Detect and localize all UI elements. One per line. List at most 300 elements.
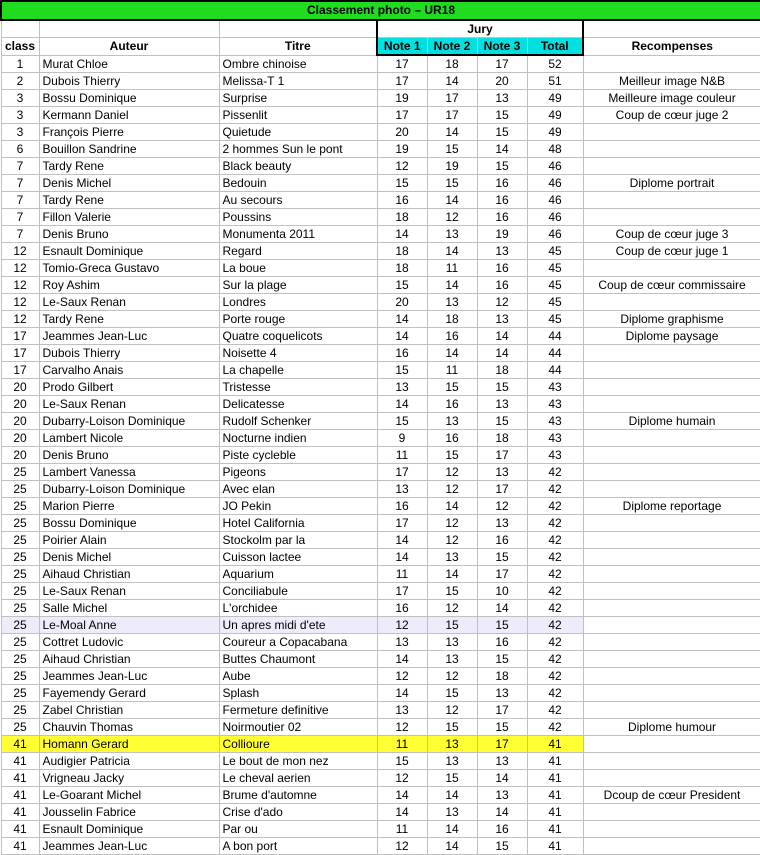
cell-note1[interactable]: 14 [377,328,427,345]
cell-recompense[interactable] [583,668,760,685]
cell-auteur[interactable]: Fillon Valerie [39,209,219,226]
header-note3[interactable]: Note 3 [477,38,527,56]
cell-auteur[interactable]: Tardy Rene [39,158,219,175]
cell-class[interactable]: 25 [1,685,39,702]
cell-auteur[interactable]: Jeammes Jean-Luc [39,668,219,685]
cell-titre[interactable]: Pissenlit [219,107,377,124]
cell-class[interactable]: 3 [1,124,39,141]
cell-total[interactable]: 41 [527,804,583,821]
cell-recompense[interactable] [583,617,760,634]
table-row[interactable] [1,362,760,379]
cell-recompense[interactable] [583,260,760,277]
cell-note3[interactable]: 17 [477,736,527,753]
cell-titre[interactable]: Bedouin [219,175,377,192]
cell-note2[interactable]: 14 [427,838,477,855]
cell-note1[interactable]: 17 [377,464,427,481]
cell-class[interactable]: 7 [1,192,39,209]
cell-note1[interactable]: 16 [377,345,427,362]
cell-total[interactable]: 45 [527,243,583,260]
cell-note2[interactable]: 15 [427,447,477,464]
cell-note1[interactable]: 12 [377,158,427,175]
cell-auteur[interactable]: Le-Saux Renan [39,583,219,600]
cell-titre[interactable]: Stockolm par la [219,532,377,549]
cell-note1[interactable]: 17 [377,107,427,124]
cell-note1[interactable]: 14 [377,396,427,413]
sheet-title[interactable]: Classement photo – UR18 [1,1,760,20]
cell-auteur[interactable]: Salle Michel [39,600,219,617]
cell-total[interactable]: 43 [527,379,583,396]
cell-recompense[interactable] [583,55,760,73]
cell-note2[interactable]: 16 [427,430,477,447]
cell-note2[interactable]: 16 [427,328,477,345]
cell-note3[interactable]: 13 [477,753,527,770]
cell-note1[interactable]: 14 [377,685,427,702]
cell-titre[interactable]: Pigeons [219,464,377,481]
cell-titre[interactable]: Au secours [219,192,377,209]
table-row[interactable] [1,243,760,260]
cell-class[interactable]: 20 [1,396,39,413]
cell-titre[interactable]: A bon port [219,838,377,855]
table-row[interactable] [1,787,760,804]
cell-recompense[interactable] [583,362,760,379]
cell-auteur[interactable]: Tomio-Greca Gustavo [39,260,219,277]
cell-titre[interactable]: Conciliabule [219,583,377,600]
cell-titre[interactable]: Crise d'ado [219,804,377,821]
table-row[interactable] [1,396,760,413]
cell-note2[interactable]: 19 [427,158,477,175]
cell-class[interactable]: 12 [1,260,39,277]
cell-note1[interactable]: 20 [377,124,427,141]
cell-titre[interactable]: L'orchidee [219,600,377,617]
cell-note1[interactable]: 15 [377,413,427,430]
cell-class[interactable]: 41 [1,770,39,787]
cell-total[interactable]: 49 [527,124,583,141]
cell-recompense[interactable] [583,600,760,617]
cell-titre[interactable]: Melissa-T 1 [219,73,377,90]
cell-class[interactable]: 20 [1,430,39,447]
cell-total[interactable]: 46 [527,175,583,192]
header-titre[interactable]: Titre [219,38,377,56]
cell-total[interactable]: 44 [527,328,583,345]
cell-note1[interactable]: 11 [377,821,427,838]
cell-note2[interactable]: 15 [427,583,477,600]
table-row[interactable] [1,515,760,532]
cell-auteur[interactable]: Cottret Ludovic [39,634,219,651]
cell-auteur[interactable]: Bouillon Sandrine [39,141,219,158]
cell-auteur[interactable]: Aihaud Christian [39,566,219,583]
cell-auteur[interactable]: Tardy Rene [39,311,219,328]
cell-note2[interactable]: 13 [427,736,477,753]
cell-note2[interactable]: 14 [427,124,477,141]
cell-class[interactable]: 41 [1,736,39,753]
cell-auteur[interactable]: Marion Pierre [39,498,219,515]
cell-titre[interactable]: Delicatesse [219,396,377,413]
jury-label[interactable]: Jury [377,20,583,38]
table-row[interactable] [1,447,760,464]
cell-note1[interactable]: 18 [377,209,427,226]
cell-note3[interactable]: 12 [477,294,527,311]
cell-class[interactable]: 25 [1,515,39,532]
cell-note2[interactable]: 13 [427,804,477,821]
cell-total[interactable]: 46 [527,192,583,209]
cell-class[interactable]: 25 [1,617,39,634]
cell-note2[interactable]: 12 [427,515,477,532]
table-row[interactable] [1,379,760,396]
cell-note3[interactable]: 20 [477,73,527,90]
cell-auteur[interactable]: Bossu Dominique [39,90,219,107]
cell-note2[interactable]: 18 [427,311,477,328]
cell-auteur[interactable]: Lambert Nicole [39,430,219,447]
cell-note3[interactable]: 14 [477,600,527,617]
cell-note1[interactable]: 15 [377,175,427,192]
table-row[interactable] [1,226,760,243]
cell-note1[interactable]: 18 [377,243,427,260]
cell-class[interactable]: 25 [1,668,39,685]
cell-class[interactable]: 25 [1,600,39,617]
cell-titre[interactable]: JO Pekin [219,498,377,515]
table-row[interactable] [1,736,760,753]
cell-titre[interactable]: Coureur a Copacabana [219,634,377,651]
cell-auteur[interactable]: Audigier Patricia [39,753,219,770]
cell-class[interactable]: 7 [1,175,39,192]
cell-auteur[interactable]: Kermann Daniel [39,107,219,124]
cell-titre[interactable]: Porte rouge [219,311,377,328]
cell-note1[interactable]: 17 [377,515,427,532]
cell-total[interactable]: 49 [527,107,583,124]
cell-auteur[interactable]: Tardy Rene [39,192,219,209]
cell-recompense[interactable] [583,209,760,226]
cell-auteur[interactable]: Jeammes Jean-Luc [39,838,219,855]
cell-note2[interactable]: 13 [427,651,477,668]
cell-note1[interactable]: 12 [377,770,427,787]
table-row[interactable] [1,90,760,107]
cell-note2[interactable]: 14 [427,73,477,90]
cell-auteur[interactable]: Vrigneau Jacky [39,770,219,787]
cell-titre[interactable]: Sur la plage [219,277,377,294]
cell-total[interactable]: 42 [527,668,583,685]
cell-note1[interactable]: 13 [377,379,427,396]
cell-auteur[interactable]: Fayemendy Gerard [39,685,219,702]
empty-cell[interactable] [1,20,39,38]
cell-class[interactable]: 25 [1,549,39,566]
cell-titre[interactable]: Quietude [219,124,377,141]
cell-auteur[interactable]: Prodo Gilbert [39,379,219,396]
cell-note3[interactable]: 15 [477,719,527,736]
cell-note3[interactable]: 15 [477,651,527,668]
cell-note3[interactable]: 16 [477,260,527,277]
cell-total[interactable]: 48 [527,141,583,158]
cell-titre[interactable]: Ombre chinoise [219,55,377,73]
cell-note3[interactable]: 10 [477,583,527,600]
cell-recompense[interactable] [583,736,760,753]
cell-note3[interactable]: 15 [477,158,527,175]
header-note1[interactable]: Note 1 [377,38,427,56]
cell-class[interactable]: 7 [1,158,39,175]
cell-note2[interactable]: 14 [427,192,477,209]
cell-note1[interactable]: 14 [377,226,427,243]
cell-note3[interactable]: 15 [477,617,527,634]
table-row[interactable] [1,532,760,549]
cell-total[interactable]: 42 [527,651,583,668]
cell-recompense[interactable] [583,141,760,158]
cell-recompense[interactable]: Diplome paysage [583,328,760,345]
cell-titre[interactable]: Piste cycleble [219,447,377,464]
cell-note1[interactable]: 14 [377,787,427,804]
cell-note2[interactable]: 15 [427,770,477,787]
cell-note3[interactable]: 16 [477,192,527,209]
cell-note1[interactable]: 12 [377,838,427,855]
cell-auteur[interactable]: Denis Michel [39,175,219,192]
cell-auteur[interactable]: Le-Saux Renan [39,396,219,413]
cell-total[interactable]: 42 [527,634,583,651]
cell-auteur[interactable]: Dubarry-Loison Dominique [39,413,219,430]
cell-note3[interactable]: 14 [477,770,527,787]
cell-recompense[interactable] [583,481,760,498]
cell-note1[interactable]: 12 [377,617,427,634]
cell-auteur[interactable]: François Pierre [39,124,219,141]
cell-total[interactable]: 42 [527,583,583,600]
header-recompenses[interactable]: Recompenses [583,38,760,56]
cell-recompense[interactable] [583,532,760,549]
table-row[interactable] [1,209,760,226]
cell-note3[interactable]: 13 [477,515,527,532]
table-row[interactable] [1,583,760,600]
cell-auteur[interactable]: Esnault Dominique [39,243,219,260]
cell-titre[interactable]: Nocturne indien [219,430,377,447]
cell-note3[interactable]: 18 [477,430,527,447]
cell-class[interactable]: 12 [1,294,39,311]
cell-total[interactable]: 43 [527,447,583,464]
cell-note3[interactable]: 14 [477,804,527,821]
cell-class[interactable]: 7 [1,226,39,243]
cell-total[interactable]: 42 [527,481,583,498]
header-note2[interactable]: Note 2 [427,38,477,56]
cell-titre[interactable]: Avec elan [219,481,377,498]
table-row[interactable] [1,600,760,617]
cell-total[interactable]: 42 [527,685,583,702]
cell-recompense[interactable] [583,634,760,651]
cell-note2[interactable]: 13 [427,753,477,770]
cell-total[interactable]: 43 [527,396,583,413]
cell-note1[interactable]: 14 [377,804,427,821]
cell-titre[interactable]: Brume d'automne [219,787,377,804]
cell-note2[interactable]: 13 [427,226,477,243]
cell-note2[interactable]: 12 [427,481,477,498]
table-row[interactable] [1,294,760,311]
cell-note2[interactable]: 16 [427,396,477,413]
cell-class[interactable]: 41 [1,787,39,804]
cell-note2[interactable]: 14 [427,498,477,515]
cell-note2[interactable]: 13 [427,549,477,566]
cell-class[interactable]: 25 [1,566,39,583]
cell-note1[interactable]: 14 [377,549,427,566]
cell-note2[interactable]: 11 [427,362,477,379]
cell-recompense[interactable] [583,770,760,787]
cell-recompense[interactable] [583,379,760,396]
table-row[interactable] [1,464,760,481]
cell-titre[interactable]: Poussins [219,209,377,226]
cell-auteur[interactable]: Denis Bruno [39,447,219,464]
cell-class[interactable]: 7 [1,209,39,226]
cell-recompense[interactable] [583,804,760,821]
cell-note1[interactable]: 13 [377,634,427,651]
cell-auteur[interactable]: Homann Gerard [39,736,219,753]
cell-titre[interactable]: Londres [219,294,377,311]
cell-total[interactable]: 51 [527,73,583,90]
cell-recompense[interactable] [583,464,760,481]
cell-note1[interactable]: 16 [377,498,427,515]
cell-total[interactable]: 45 [527,277,583,294]
cell-note2[interactable]: 12 [427,668,477,685]
cell-total[interactable]: 43 [527,430,583,447]
table-row[interactable] [1,668,760,685]
cell-total[interactable]: 42 [527,532,583,549]
cell-recompense[interactable]: Diplome portrait [583,175,760,192]
cell-class[interactable]: 25 [1,498,39,515]
cell-total[interactable]: 42 [527,719,583,736]
table-row[interactable] [1,158,760,175]
cell-auteur[interactable]: Dubois Thierry [39,73,219,90]
cell-titre[interactable]: Black beauty [219,158,377,175]
cell-class[interactable]: 17 [1,362,39,379]
cell-auteur[interactable]: Esnault Dominique [39,821,219,838]
cell-titre[interactable]: Le cheval aerien [219,770,377,787]
cell-titre[interactable]: Aquarium [219,566,377,583]
cell-titre[interactable]: Par ou [219,821,377,838]
cell-total[interactable]: 45 [527,311,583,328]
cell-note2[interactable]: 13 [427,634,477,651]
cell-total[interactable]: 49 [527,90,583,107]
cell-titre[interactable]: Hotel California [219,515,377,532]
cell-note3[interactable]: 18 [477,668,527,685]
cell-note1[interactable]: 14 [377,311,427,328]
cell-class[interactable]: 20 [1,413,39,430]
cell-note3[interactable]: 15 [477,107,527,124]
cell-auteur[interactable]: Bossu Dominique [39,515,219,532]
cell-titre[interactable]: Fermeture definitive [219,702,377,719]
cell-class[interactable]: 25 [1,702,39,719]
cell-recompense[interactable]: Diplome humour [583,719,760,736]
cell-note2[interactable]: 15 [427,379,477,396]
cell-total[interactable]: 52 [527,55,583,73]
cell-recompense[interactable] [583,549,760,566]
cell-total[interactable]: 46 [527,226,583,243]
cell-note1[interactable]: 13 [377,702,427,719]
cell-auteur[interactable]: Le-Moal Anne [39,617,219,634]
cell-note1[interactable]: 15 [377,362,427,379]
cell-recompense[interactable] [583,430,760,447]
cell-class[interactable]: 6 [1,141,39,158]
cell-note3[interactable]: 16 [477,821,527,838]
cell-class[interactable]: 25 [1,651,39,668]
table-row[interactable] [1,685,760,702]
cell-total[interactable]: 45 [527,260,583,277]
cell-note2[interactable]: 15 [427,719,477,736]
cell-class[interactable]: 3 [1,107,39,124]
cell-note3[interactable]: 15 [477,549,527,566]
cell-note2[interactable]: 17 [427,107,477,124]
table-row[interactable] [1,821,760,838]
cell-total[interactable]: 44 [527,362,583,379]
table-row[interactable] [1,192,760,209]
cell-titre[interactable]: Le bout de mon nez [219,753,377,770]
cell-total[interactable]: 42 [527,515,583,532]
cell-note1[interactable]: 19 [377,141,427,158]
cell-note2[interactable]: 12 [427,532,477,549]
cell-titre[interactable]: Buttes Chaumont [219,651,377,668]
cell-class[interactable]: 3 [1,90,39,107]
cell-class[interactable]: 17 [1,328,39,345]
cell-total[interactable]: 42 [527,702,583,719]
cell-titre[interactable]: Regard [219,243,377,260]
cell-titre[interactable]: Aube [219,668,377,685]
cell-note1[interactable]: 11 [377,566,427,583]
cell-note2[interactable]: 15 [427,141,477,158]
cell-note2[interactable]: 12 [427,209,477,226]
cell-note3[interactable]: 16 [477,532,527,549]
cell-note1[interactable]: 20 [377,294,427,311]
table-row[interactable] [1,175,760,192]
cell-note2[interactable]: 14 [427,345,477,362]
cell-note2[interactable]: 13 [427,413,477,430]
cell-class[interactable]: 25 [1,532,39,549]
cell-note1[interactable]: 13 [377,481,427,498]
table-row[interactable] [1,124,760,141]
cell-auteur[interactable]: Poirier Alain [39,532,219,549]
cell-total[interactable]: 42 [527,566,583,583]
cell-note3[interactable]: 14 [477,141,527,158]
cell-note2[interactable]: 15 [427,685,477,702]
cell-recompense[interactable]: Diplome graphisme [583,311,760,328]
cell-note2[interactable]: 14 [427,787,477,804]
cell-note2[interactable]: 12 [427,464,477,481]
cell-recompense[interactable] [583,651,760,668]
cell-class[interactable]: 25 [1,481,39,498]
empty-cell[interactable] [583,20,760,38]
cell-note3[interactable]: 13 [477,243,527,260]
cell-class[interactable]: 25 [1,719,39,736]
table-row[interactable] [1,566,760,583]
cell-note2[interactable]: 14 [427,566,477,583]
table-row[interactable] [1,277,760,294]
cell-recompense[interactable] [583,702,760,719]
cell-total[interactable]: 42 [527,464,583,481]
cell-titre[interactable]: Tristesse [219,379,377,396]
cell-note2[interactable]: 18 [427,55,477,73]
cell-total[interactable]: 43 [527,413,583,430]
cell-auteur[interactable]: Murat Chloe [39,55,219,73]
table-row[interactable] [1,481,760,498]
cell-total[interactable]: 41 [527,821,583,838]
cell-recompense[interactable]: Dcoup de cœur President [583,787,760,804]
cell-note3[interactable]: 14 [477,345,527,362]
header-class[interactable]: class [1,38,39,56]
cell-note1[interactable]: 12 [377,668,427,685]
cell-auteur[interactable]: Denis Michel [39,549,219,566]
cell-recompense[interactable] [583,447,760,464]
cell-auteur[interactable]: Zabel Christian [39,702,219,719]
cell-class[interactable]: 20 [1,447,39,464]
cell-auteur[interactable]: Le-Goarant Michel [39,787,219,804]
cell-note3[interactable]: 16 [477,277,527,294]
cell-recompense[interactable] [583,821,760,838]
cell-total[interactable]: 45 [527,294,583,311]
cell-titre[interactable]: Splash [219,685,377,702]
cell-note3[interactable]: 17 [477,447,527,464]
cell-recompense[interactable]: Meilleur image N&B [583,73,760,90]
cell-recompense[interactable]: Diplome humain [583,413,760,430]
cell-auteur[interactable]: Dubarry-Loison Dominique [39,481,219,498]
